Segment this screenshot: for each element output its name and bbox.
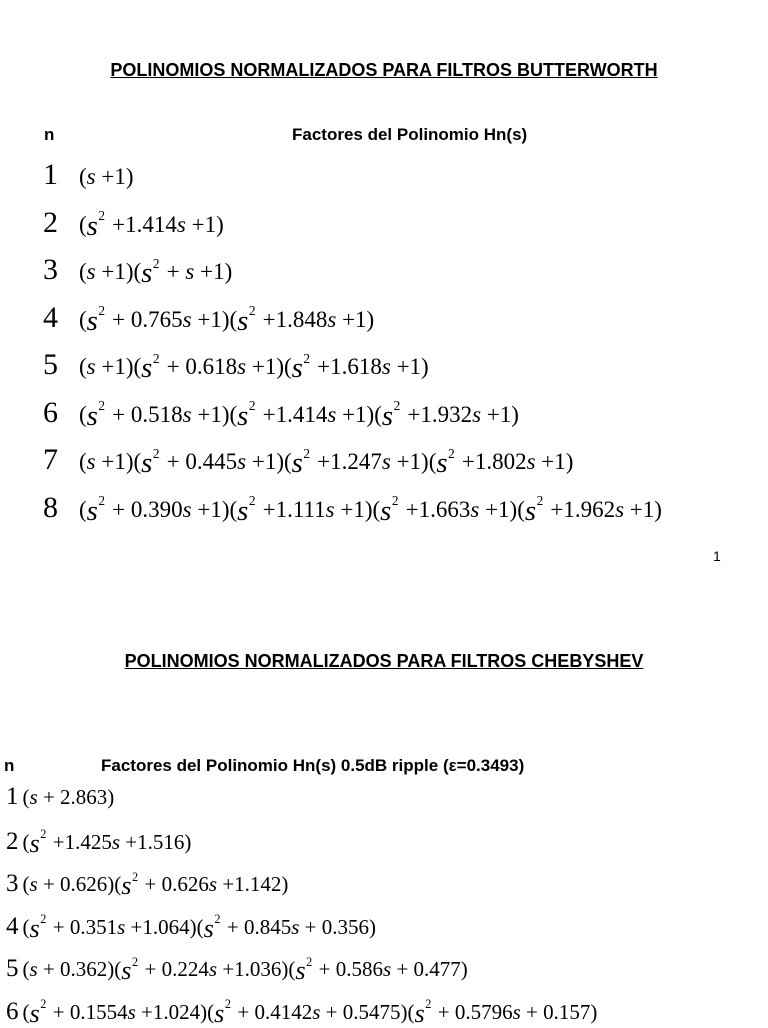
exponent: 2 bbox=[98, 303, 106, 319]
variable-s: s bbox=[86, 209, 98, 242]
variable-s: s bbox=[86, 449, 96, 474]
variable-s: s bbox=[141, 257, 153, 290]
variable-s: s bbox=[29, 785, 38, 809]
variable-s: s bbox=[327, 401, 337, 427]
variable-s: s bbox=[381, 354, 391, 379]
polynomial-factors: (s + 2.863) bbox=[22, 785, 115, 809]
variable-s: s bbox=[381, 449, 391, 474]
variable-s: s bbox=[182, 401, 192, 427]
order-number: 8 bbox=[43, 490, 58, 524]
chebyshev-col-factors: Factores del Polinomio Hn(s) 0.5dB ripple (ε=0.3493) bbox=[101, 756, 525, 775]
polynomial-factors: $(s^2 + 0.518s +1)(s^2 +1.414s +1)(s^2 +1.932s +1)$ bbox=[79, 398, 519, 432]
exponent: 2 bbox=[306, 954, 313, 969]
variable-s: s bbox=[86, 399, 98, 432]
chebyshev-row bbox=[6, 911, 376, 941]
exponent: 2 bbox=[152, 255, 160, 271]
variable-s: s bbox=[29, 913, 40, 943]
chebyshev-col-n: n bbox=[4, 756, 15, 775]
variable-s: s bbox=[214, 998, 225, 1028]
variable-s: s bbox=[182, 306, 192, 332]
order-number: 2 bbox=[6, 827, 19, 855]
order-number: 1 bbox=[6, 783, 19, 810]
order-number: 1 bbox=[43, 158, 58, 191]
exponent: 2 bbox=[98, 208, 106, 224]
exponent: 2 bbox=[536, 493, 544, 509]
butterworth-row bbox=[43, 443, 574, 480]
variable-s: s bbox=[237, 494, 249, 527]
polynomial-factors: $(s^2 +1.425s +1.516)$ bbox=[22, 827, 192, 858]
variable-s: s bbox=[327, 306, 337, 332]
order-number: 5 bbox=[6, 955, 19, 982]
variable-s: s bbox=[526, 449, 536, 474]
variable-s: s bbox=[383, 957, 392, 981]
variable-s: s bbox=[176, 211, 186, 237]
chebyshev-row bbox=[6, 953, 468, 986]
order-number: 3 bbox=[6, 870, 19, 897]
variable-s: s bbox=[86, 304, 98, 337]
butterworth-title: POLINOMIOS NORMALIZADOS PARA FILTROS BUTTERWORTH bbox=[110, 60, 658, 80]
polynomial-factors: $(s + 0.626)(s^2 + 0.626s +1.142)$ bbox=[22, 869, 289, 901]
exponent: 2 bbox=[152, 350, 160, 366]
chebyshev-row bbox=[6, 783, 114, 811]
variable-s: s bbox=[29, 998, 40, 1028]
variable-s: s bbox=[141, 352, 153, 385]
chebyshev-row bbox=[6, 826, 191, 856]
exponent: 2 bbox=[391, 493, 399, 509]
butterworth-row bbox=[43, 491, 662, 525]
variable-s: s bbox=[414, 998, 425, 1028]
butterworth-row bbox=[43, 396, 519, 430]
exponent: 2 bbox=[98, 398, 106, 414]
variable-s: s bbox=[237, 304, 249, 337]
variable-s: s bbox=[111, 829, 121, 854]
polynomial-factors: $(s^2 + 0.351s +1.064)(s^2 + 0.845s + 0.356)$ bbox=[22, 912, 376, 943]
variable-s: s bbox=[295, 956, 306, 986]
order-number: 3 bbox=[43, 253, 58, 286]
butterworth-row bbox=[43, 158, 134, 192]
variable-s: s bbox=[29, 957, 38, 981]
order-number: 4 bbox=[6, 912, 19, 940]
polynomial-factors: (s +1) bbox=[79, 164, 134, 189]
polynomial-factors: $(s^2 +1.414s +1)$ bbox=[79, 208, 224, 242]
variable-s: s bbox=[237, 354, 247, 379]
variable-s: s bbox=[86, 494, 98, 527]
exponent: 2 bbox=[131, 954, 139, 969]
exponent: 2 bbox=[40, 997, 47, 1012]
variable-s: s bbox=[86, 164, 96, 189]
chebyshev-row bbox=[6, 868, 289, 901]
chebyshev-title: POLINOMIOS NORMALIZADOS PARA FILTROS CHEBYSHEV bbox=[124, 651, 644, 671]
butterworth-row bbox=[43, 206, 224, 240]
butterworth-row bbox=[43, 301, 374, 335]
chebyshev-row bbox=[6, 996, 597, 1026]
variable-s: s bbox=[381, 399, 394, 432]
variable-s: s bbox=[436, 447, 448, 480]
order-number: 2 bbox=[43, 205, 58, 239]
variable-s: s bbox=[182, 496, 192, 522]
polynomial-factors: $(s^2 + 0.765s +1)(s^2 +1.848s +1)$ bbox=[79, 303, 375, 337]
variable-s: s bbox=[121, 956, 132, 986]
variable-s: s bbox=[29, 828, 40, 858]
variable-s: s bbox=[380, 494, 392, 527]
exponent: 2 bbox=[131, 869, 139, 884]
variable-s: s bbox=[237, 399, 249, 432]
variable-s: s bbox=[208, 957, 218, 981]
variable-s: s bbox=[615, 496, 625, 522]
exponent: 2 bbox=[248, 493, 256, 509]
exponent: 2 bbox=[425, 997, 432, 1012]
polynomial-factors: $(s +1)(s^2 + 0.445s +1)(s^2 +1.247s +1)(s^2 +1.802s +1)$ bbox=[79, 445, 574, 480]
variable-s: s bbox=[127, 999, 136, 1024]
polynomial-factors: $(s^2 + 0.390s +1)(s^2 +1.111s +1)(s^2 +1.663s +1)(s^2 +1.962s +1)$ bbox=[79, 493, 662, 527]
exponent: 2 bbox=[303, 445, 311, 461]
exponent: 2 bbox=[98, 493, 106, 509]
variable-s: s bbox=[208, 872, 218, 896]
exponent: 2 bbox=[40, 827, 47, 842]
variable-s: s bbox=[512, 999, 521, 1024]
exponent: 2 bbox=[248, 398, 256, 414]
polynomial-factors: $(s +1)(s^2 + 0.618s +1)(s^2 +1.618s +1)$ bbox=[79, 350, 429, 385]
order-number: 5 bbox=[43, 348, 58, 381]
variable-s: s bbox=[291, 914, 300, 939]
butterworth-row bbox=[43, 253, 233, 290]
variable-s: s bbox=[203, 913, 214, 943]
variable-s: s bbox=[86, 354, 96, 379]
variable-s: s bbox=[121, 871, 132, 901]
exponent: 2 bbox=[393, 398, 401, 414]
variable-s: s bbox=[141, 447, 153, 480]
variable-s: s bbox=[524, 494, 537, 527]
polynomial-factors: $(s + 0.362)(s^2 + 0.224s +1.036)(s^2 + 0.586s + 0.477)$ bbox=[22, 954, 468, 986]
page-number: 1 bbox=[713, 548, 721, 564]
exponent: 2 bbox=[152, 445, 160, 461]
exponent: 2 bbox=[448, 445, 455, 461]
polynomial-factors: $(s^2 + 0.1554s +1.024)(s^2 + 0.4142s + 0.5475)(s^2 + 0.5796s + 0.157)$ bbox=[22, 997, 598, 1028]
variable-s: s bbox=[291, 447, 303, 480]
exponent: 2 bbox=[214, 912, 221, 927]
variable-s: s bbox=[325, 496, 335, 522]
variable-s: s bbox=[472, 401, 482, 427]
exponent: 2 bbox=[224, 997, 231, 1012]
butterworth-row bbox=[43, 348, 429, 385]
variable-s: s bbox=[470, 496, 480, 522]
order-number: 6 bbox=[6, 997, 19, 1025]
exponent: 2 bbox=[303, 350, 311, 366]
exponent: 2 bbox=[40, 912, 47, 927]
polynomial-factors: $(s +1)(s^2 + s +1)$ bbox=[79, 255, 233, 290]
variable-s: s bbox=[291, 352, 303, 385]
butterworth-col-n: n bbox=[44, 125, 55, 144]
exponent: 2 bbox=[248, 303, 256, 319]
variable-s: s bbox=[117, 914, 126, 939]
variable-s: s bbox=[185, 259, 195, 284]
variable-s: s bbox=[237, 449, 247, 474]
variable-s: s bbox=[312, 999, 321, 1024]
order-number: 6 bbox=[43, 395, 58, 429]
order-number: 4 bbox=[43, 300, 58, 334]
variable-s: s bbox=[29, 872, 38, 896]
butterworth-col-factors: Factores del Polinomio Hn(s) bbox=[292, 125, 528, 144]
order-number: 7 bbox=[43, 443, 58, 476]
variable-s: s bbox=[86, 259, 96, 284]
